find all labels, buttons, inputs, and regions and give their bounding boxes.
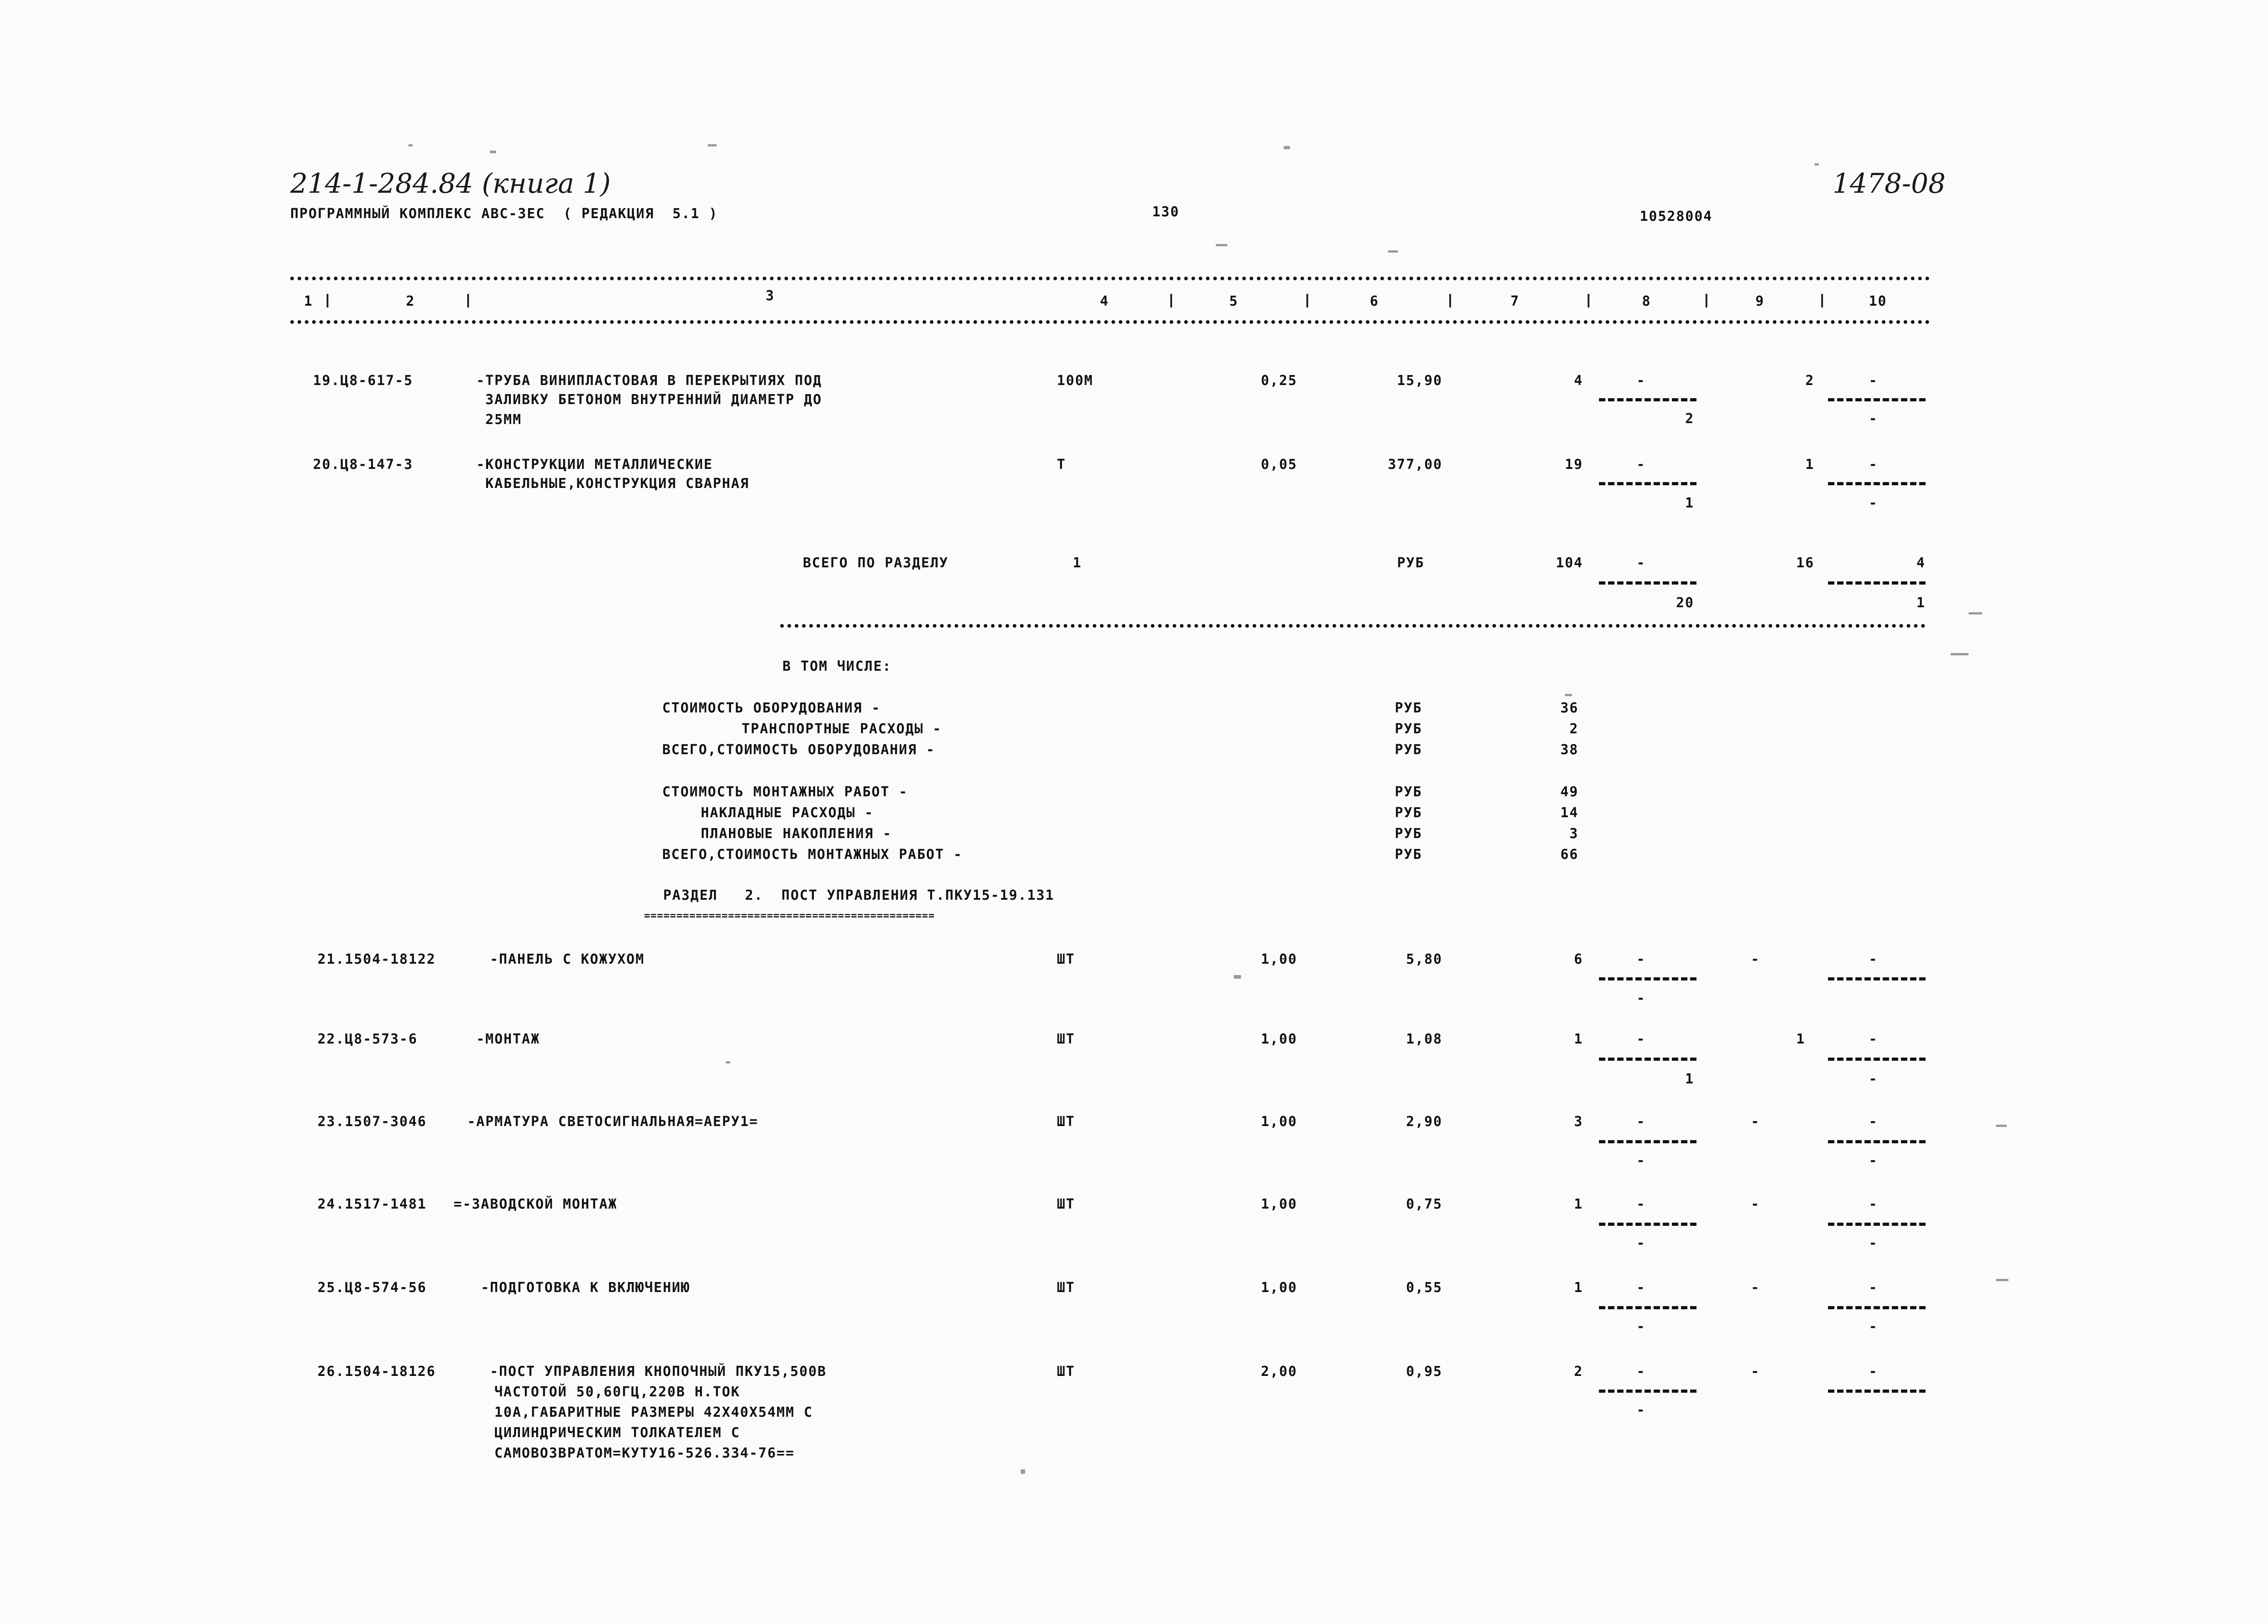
row-col9: -	[1751, 1196, 1760, 1212]
row-unit-price: 0,75	[1406, 1196, 1442, 1212]
fraction-line	[1599, 1058, 1696, 1061]
total-col8-top: -	[1637, 555, 1646, 571]
row-code: 24.1517-1481	[318, 1196, 427, 1212]
section-2-title: РАЗДЕЛ 2. ПОСТ УПРАВЛЕНИЯ Т.ПКУ15-19.131	[663, 888, 1055, 903]
row-description-line: -АРМАТУРА СВЕТОСИГНАЛЬНАЯ=АЕРУ1=	[467, 1114, 758, 1130]
breakdown-unit: РУБ	[1395, 721, 1422, 737]
row-col9: -	[1751, 1364, 1760, 1380]
total-unit: РУБ	[1397, 555, 1425, 571]
row-col7: 1	[1574, 1031, 1583, 1047]
row-col8-bottom: -	[1637, 990, 1646, 1006]
column-header-6: 6	[1370, 293, 1379, 309]
page-number: 130	[1152, 204, 1180, 220]
scan-speck	[1216, 244, 1227, 246]
row-description-line: 10А,ГАБАРИТНЫЕ РАЗМЕРЫ 42Х40Х54ММ С	[494, 1405, 813, 1420]
column-divider	[1306, 294, 1308, 307]
fraction-line	[1828, 1306, 1926, 1309]
column-divider	[1706, 294, 1707, 307]
row-col9: -	[1751, 951, 1760, 967]
row-code: 25.Ц8-574-56	[318, 1280, 427, 1296]
row-unit-price: 0,55	[1406, 1280, 1442, 1296]
inventory-number-handwritten: 1478-08	[1833, 168, 1946, 200]
column-header-8: 8	[1642, 293, 1652, 309]
breakdown-unit: РУБ	[1395, 742, 1422, 758]
scan-speck	[1969, 612, 1982, 614]
fraction-line	[1599, 1223, 1696, 1226]
row-unit: ШТ	[1057, 1031, 1075, 1047]
row-unit: ШТ	[1057, 1280, 1075, 1296]
fraction-line	[1828, 1390, 1926, 1393]
program-title: ПРОГРАММНЫЙ КОМПЛЕКС АВС-3ЕС ( РЕДАКЦИЯ 5.1 )	[290, 206, 718, 222]
row-col10-bottom: -	[1869, 1235, 1878, 1251]
total-col10-bottom: 1	[1916, 595, 1926, 611]
row-col7: 1	[1574, 1280, 1583, 1296]
breakdown-label: НАКЛАДНЫЕ РАСХОДЫ -	[701, 805, 874, 821]
breakdown-unit: РУБ	[1395, 847, 1422, 863]
breakdown-label: ТРАНСПОРТНЫЕ РАСХОДЫ -	[742, 721, 942, 737]
row-description-line: 25ММ	[476, 412, 522, 428]
row-col10-top: -	[1869, 457, 1878, 473]
breakdown-value: 38	[1560, 742, 1579, 758]
breakdown-unit: РУБ	[1395, 805, 1422, 821]
row-col7: 6	[1574, 951, 1583, 967]
scan-speck	[708, 144, 717, 146]
scan-speck	[1996, 1279, 2009, 1281]
total-underline	[780, 624, 1926, 628]
scan-speck	[408, 144, 413, 146]
row-col8-top: -	[1637, 1364, 1646, 1380]
row-description-line: -ТРУБА ВИНИПЛАСТОВАЯ В ПЕРЕКРЫТИЯХ ПОД	[476, 373, 822, 389]
total-col10-top: 4	[1916, 555, 1926, 571]
breakdown-label: ВСЕГО,СТОИМОСТЬ ОБОРУДОВАНИЯ -	[662, 742, 935, 758]
row-col9: 1	[1805, 457, 1814, 473]
column-divider	[1588, 294, 1589, 307]
row-col9: -	[1751, 1114, 1760, 1130]
row-description-line: ЧАСТОТОЙ 50,60ГЦ,220В Н.ТОК	[494, 1384, 740, 1400]
fraction-line	[1599, 1140, 1696, 1143]
column-header-4: 4	[1100, 293, 1110, 309]
row-col10-bottom: -	[1869, 1153, 1878, 1169]
row-description-line: -МОНТАЖ	[476, 1031, 540, 1047]
scan-speck	[1021, 1469, 1025, 1474]
breakdown-label: СТОИМОСТЬ МОНТАЖНЫХ РАБОТ -	[662, 784, 908, 800]
row-unit-price: 377,00	[1388, 457, 1442, 473]
row-code: 19.Ц8-617-5	[313, 373, 413, 389]
column-header-7: 7	[1510, 293, 1520, 309]
row-col10-bottom: -	[1869, 1319, 1878, 1335]
breakdown-label: СТОИМОСТЬ ОБОРУДОВАНИЯ -	[662, 700, 881, 716]
breakdown-value: 3	[1569, 826, 1579, 842]
fraction-line	[1828, 1058, 1926, 1061]
row-col8-bottom: 2	[1685, 411, 1694, 427]
column-header-1: 1	[304, 293, 313, 309]
column-divider	[327, 294, 328, 307]
fraction-line	[1828, 977, 1926, 980]
row-unit: ШТ	[1057, 1364, 1075, 1380]
breakdown-value: 36	[1560, 700, 1579, 716]
row-unit: Т	[1057, 457, 1066, 473]
row-col7: 4	[1574, 373, 1583, 389]
row-unit-price: 0,95	[1406, 1364, 1442, 1380]
total-section-number: 1	[1073, 555, 1082, 571]
header-bottom-rule	[290, 320, 1930, 324]
row-col10-bottom: -	[1869, 1071, 1878, 1087]
breakdown-value: 66	[1560, 847, 1579, 863]
row-quantity: 1,00	[1261, 1280, 1297, 1296]
row-description-line: КАБЕЛЬНЫЕ,КОНСТРУКЦИЯ СВАРНАЯ	[476, 476, 749, 492]
row-col8-top: -	[1637, 373, 1646, 389]
column-header-10: 10	[1869, 293, 1887, 309]
row-col8-top: -	[1637, 951, 1646, 967]
row-code: 23.1507-3046	[318, 1114, 427, 1130]
row-col8-bottom: -	[1637, 1402, 1646, 1418]
column-divider	[1821, 294, 1823, 307]
breakdown-unit: РУБ	[1395, 700, 1422, 716]
row-unit: 100М	[1057, 373, 1094, 389]
row-col7: 3	[1574, 1114, 1583, 1130]
row-unit: ШТ	[1057, 951, 1075, 967]
breakdown-unit: РУБ	[1395, 826, 1422, 842]
row-col7: 1	[1574, 1196, 1583, 1212]
row-description-line: САМОВОЗВРАТОМ=КУТУ16-526.334-76==	[494, 1445, 795, 1461]
fraction-line	[1599, 1390, 1696, 1393]
fraction-line	[1828, 1140, 1926, 1143]
row-col9: 2	[1805, 373, 1814, 389]
row-col8-top: -	[1637, 1196, 1646, 1212]
scan-speck	[1284, 146, 1290, 149]
row-col10-bottom: -	[1869, 495, 1878, 511]
row-col10-top: -	[1869, 951, 1878, 967]
row-col7: 2	[1574, 1364, 1583, 1380]
row-description-line: -ПАНЕЛЬ С КОЖУХОМ	[490, 951, 645, 967]
scan-speck	[1388, 250, 1398, 253]
fraction-line	[1599, 398, 1696, 401]
column-divider	[1170, 294, 1172, 307]
row-col8-bottom: -	[1637, 1153, 1646, 1169]
total-col9: 16	[1796, 555, 1814, 571]
row-col10-bottom: -	[1869, 411, 1878, 427]
row-quantity: 0,25	[1261, 373, 1297, 389]
scan-speck	[1234, 975, 1241, 979]
row-col10-top: -	[1869, 373, 1878, 389]
including-title: В ТОМ ЧИСЛЕ:	[782, 658, 892, 674]
row-description-line: ЗАЛИВКУ БЕТОНОМ ВНУТРЕННИЙ ДИАМЕТР ДО	[476, 392, 822, 408]
row-code: 22.Ц8-573-6	[318, 1031, 418, 1047]
total-label: ВСЕГО ПО РАЗДЕЛУ	[803, 555, 948, 571]
column-header-5: 5	[1229, 293, 1239, 309]
row-col8-top: -	[1637, 1114, 1646, 1130]
row-unit: ШТ	[1057, 1114, 1075, 1130]
fraction-line	[1828, 482, 1926, 485]
row-col10-top: -	[1869, 1364, 1878, 1380]
row-col9: -	[1751, 1280, 1760, 1296]
row-description-line: =-ЗАВОДСКОЙ МОНТАЖ	[454, 1196, 618, 1212]
row-col10-top: -	[1869, 1114, 1878, 1130]
breakdown-label: ВСЕГО,СТОИМОСТЬ МОНТАЖНЫХ РАБОТ -	[662, 847, 963, 863]
fraction-line	[1828, 581, 1926, 585]
header-top-rule	[290, 277, 1930, 280]
column-divider	[467, 294, 469, 307]
scan-speck	[490, 151, 496, 153]
fraction-line	[1599, 581, 1696, 585]
row-col8-bottom: -	[1637, 1319, 1646, 1335]
row-col8-top: -	[1637, 457, 1646, 473]
column-header-2: 2	[406, 293, 415, 309]
row-col8-top: -	[1637, 1280, 1646, 1296]
column-header-9: 9	[1755, 293, 1765, 309]
doc-id: 10528004	[1640, 209, 1713, 224]
doc-code-handwritten: 214-1-284.84 (книга 1)	[290, 168, 611, 200]
row-col8-bottom: 1	[1685, 495, 1694, 511]
row-code: 21.1504-18122	[318, 951, 436, 967]
row-quantity: 1,00	[1261, 1196, 1297, 1212]
scan-speck	[726, 1061, 730, 1063]
row-col10-top: -	[1869, 1280, 1878, 1296]
row-unit-price: 1,08	[1406, 1031, 1442, 1047]
row-description-line: -КОНСТРУКЦИИ МЕТАЛЛИЧЕСКИЕ	[476, 457, 713, 473]
row-col8-top: -	[1637, 1031, 1646, 1047]
row-quantity: 1,00	[1261, 1114, 1297, 1130]
total-col8-bottom: 20	[1676, 595, 1694, 611]
total-col7: 104	[1555, 555, 1583, 571]
scan-speck	[1565, 694, 1572, 696]
row-col7: 19	[1564, 457, 1583, 473]
breakdown-label: ПЛАНОВЫЕ НАКОПЛЕНИЯ -	[701, 826, 892, 842]
column-divider	[1449, 294, 1451, 307]
row-quantity: 1,00	[1261, 951, 1297, 967]
row-description-line: ЦИЛИНДРИЧЕСКИМ ТОЛКАТЕЛЕМ С	[494, 1425, 740, 1441]
row-col10-top: -	[1869, 1031, 1878, 1047]
scan-speck	[1814, 163, 1819, 166]
row-unit-price: 15,90	[1397, 373, 1442, 389]
breakdown-unit: РУБ	[1395, 784, 1422, 800]
fraction-line	[1828, 1223, 1926, 1226]
scan-speck	[1950, 653, 1969, 655]
row-col8-bottom: -	[1637, 1235, 1646, 1251]
row-code: 26.1504-18126	[318, 1364, 436, 1380]
row-col9: 1	[1796, 1031, 1806, 1047]
scan-speck	[1996, 1125, 2007, 1127]
breakdown-value: 14	[1560, 805, 1579, 821]
row-unit-price: 2,90	[1406, 1114, 1442, 1130]
row-quantity: 0,05	[1261, 457, 1297, 473]
fraction-line	[1599, 482, 1696, 485]
section-2-underline: =============================================	[644, 912, 935, 921]
row-code: 20.Ц8-147-3	[313, 457, 413, 473]
breakdown-value: 2	[1569, 721, 1579, 737]
row-unit: ШТ	[1057, 1196, 1075, 1212]
row-unit-price: 5,80	[1406, 951, 1442, 967]
fraction-line	[1599, 977, 1696, 980]
fraction-line	[1828, 398, 1926, 401]
row-col10-top: -	[1869, 1196, 1878, 1212]
row-quantity: 1,00	[1261, 1031, 1297, 1047]
breakdown-value: 49	[1560, 784, 1579, 800]
row-description-line: -ПОСТ УПРАВЛЕНИЯ КНОПОЧНЫЙ ПКУ15,500В	[490, 1364, 827, 1380]
row-description-line: -ПОДГОТОВКА К ВКЛЮЧЕНИЮ	[481, 1280, 690, 1296]
row-col8-bottom: 1	[1685, 1071, 1694, 1087]
row-quantity: 2,00	[1261, 1364, 1297, 1380]
fraction-line	[1599, 1306, 1696, 1309]
column-header-3: 3	[766, 288, 775, 304]
